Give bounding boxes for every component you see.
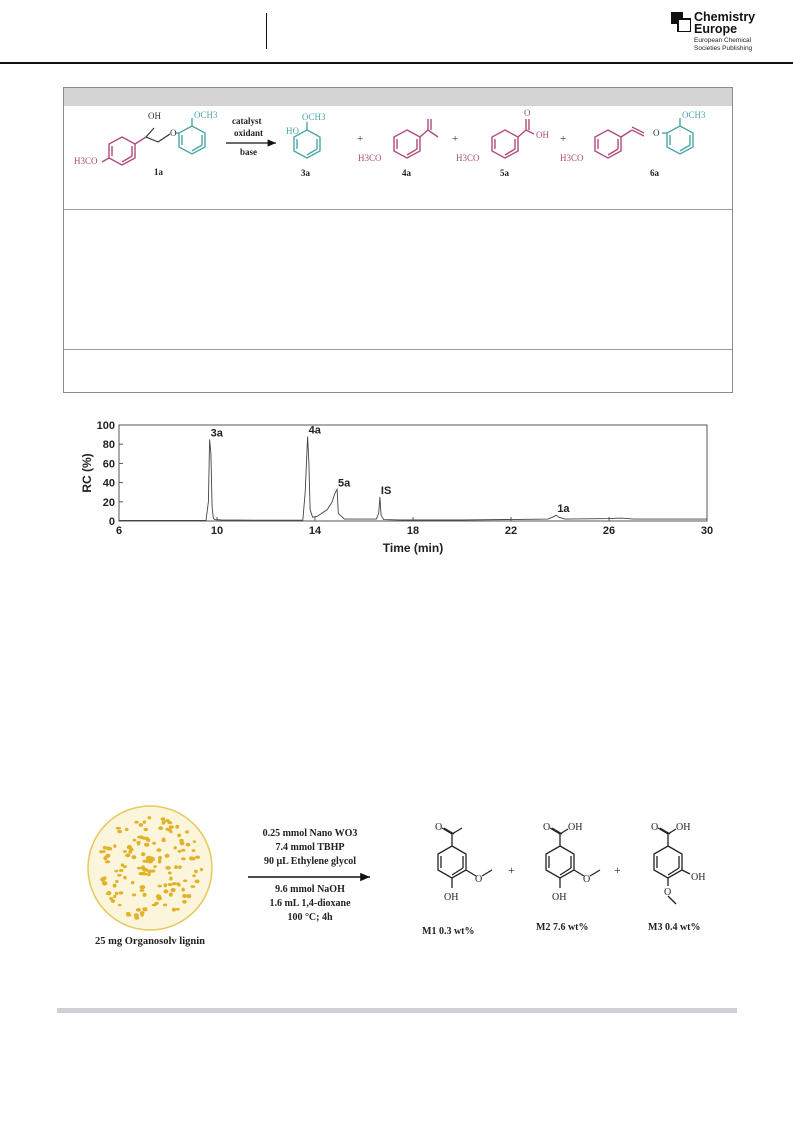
lignin-dot — [154, 902, 159, 905]
lignin-dot — [147, 816, 151, 819]
m3-acid-oh-label: OH — [676, 822, 691, 833]
x-axis-label: Time (min) — [382, 541, 444, 555]
lignin-dot — [119, 891, 124, 894]
product-5a-label: 5a — [500, 168, 509, 178]
lignin-dot — [183, 880, 187, 883]
plus-sign: + — [508, 863, 515, 877]
lignin-dot — [147, 856, 151, 860]
lignin-dot — [168, 871, 172, 874]
peak-label: IS — [380, 485, 392, 497]
lignin-dot — [164, 883, 168, 887]
lignin-dot — [174, 846, 177, 849]
product-6a-label: 6a — [650, 168, 659, 178]
m2-carbonyl-o-label: O — [543, 822, 551, 833]
lignin-dot — [175, 825, 179, 829]
lignin-dot — [182, 900, 186, 904]
product-m3-label: M3 0.4 wt% — [648, 922, 701, 933]
lignin-dot — [167, 821, 172, 824]
lignin-dot — [153, 865, 157, 868]
reactant-och3-label: OCH3 — [194, 110, 218, 120]
lignin-dot — [123, 850, 127, 853]
lignin-dot — [136, 908, 141, 912]
m2-acid-oh-label: OH — [568, 822, 583, 833]
lignin-dot — [169, 892, 173, 896]
lignin-dot — [165, 866, 170, 870]
table-header-band — [64, 88, 732, 106]
lignin-dot — [143, 893, 147, 897]
lignin-dot — [161, 817, 166, 820]
lignin-dot — [116, 827, 122, 830]
reactant-ether-o-label: O — [170, 128, 177, 138]
lignin-dot — [113, 844, 116, 848]
lignin-scheme — [80, 800, 730, 960]
lignin-dot — [172, 882, 176, 885]
product-3a-och3-label: OCH3 — [302, 112, 326, 122]
peak-label: 5a — [338, 477, 351, 490]
product-5a-o-label: O — [524, 108, 531, 118]
lignin-dot — [127, 845, 132, 849]
lignin-dot — [140, 889, 145, 892]
lignin-dot — [126, 914, 131, 917]
lignin-dot — [137, 867, 142, 870]
lignin-dot — [158, 859, 161, 863]
condition-line: 1.6 mL 1,4-dioxane — [269, 898, 351, 909]
lignin-dot — [107, 891, 112, 895]
lignin-dot — [146, 838, 150, 842]
product-5a-structure — [492, 119, 534, 158]
m1-oh-label: OH — [444, 892, 459, 903]
logo-subtitle: European Chemical Societies Publishing — [694, 37, 753, 52]
lignin-dot — [200, 868, 203, 871]
lignin-dot — [142, 872, 145, 876]
lignin-dot — [178, 865, 182, 869]
lignin-dot — [113, 895, 116, 898]
lignin-dot — [189, 856, 193, 860]
product-6a-h3co-label: H3CO — [560, 153, 584, 163]
lignin-dot — [139, 835, 144, 839]
lignin-dot — [181, 849, 185, 852]
product-6a-aryl-structure — [595, 127, 644, 158]
lignin-dot — [105, 860, 110, 863]
lignin-dot — [182, 894, 187, 898]
table-rule — [64, 349, 732, 350]
chemistry-europe-logo-icon — [671, 12, 691, 32]
y-tick-label: 100 — [96, 420, 115, 432]
lignin-dot — [156, 848, 161, 852]
lignin-dot — [165, 828, 170, 831]
lignin-dot — [145, 860, 149, 863]
lignin-dot — [140, 914, 144, 917]
condition-line: 7.4 mmol TBHP — [275, 842, 345, 853]
m1-ketone-o-label: O — [435, 822, 443, 833]
lignin-dot — [156, 894, 161, 898]
lignin-dot — [132, 855, 137, 859]
product-6a-guaiacyl-structure — [662, 118, 693, 154]
substrate-label: 25 mg Organosolv lignin — [95, 936, 205, 947]
lignin-dot — [125, 828, 129, 831]
m2-oh-label: OH — [552, 892, 567, 903]
lignin-dot — [177, 834, 181, 838]
lignin-dot — [187, 894, 192, 898]
footer-bar — [57, 1008, 737, 1013]
lignin-dot — [143, 868, 148, 872]
plot-frame — [119, 425, 707, 521]
lignin-dot — [152, 842, 156, 845]
x-tick-label: 22 — [504, 525, 518, 537]
lignin-dot — [195, 856, 200, 859]
lignin-dot — [162, 839, 166, 842]
m2-ether-o-label: O — [583, 874, 591, 885]
product-4a-label: 4a — [402, 168, 411, 178]
product-m2-label: M2 7.6 wt% — [536, 922, 589, 933]
header-divider — [266, 13, 267, 49]
m3-oh-label: OH — [691, 872, 706, 883]
y-tick-label: 80 — [102, 439, 115, 452]
lignin-dot — [117, 874, 122, 877]
y-tick-label: 40 — [102, 477, 115, 490]
lignin-dot — [102, 850, 105, 853]
reactant-1a-structure — [102, 137, 146, 165]
lignin-dot — [169, 825, 174, 829]
peak-label: 1a — [557, 503, 570, 516]
lignin-dot — [168, 883, 173, 886]
lignin-dot — [192, 874, 195, 877]
lignin-dot — [139, 823, 144, 827]
x-tick-label: 26 — [602, 525, 616, 537]
lignin-dot — [141, 852, 145, 856]
peak-label: 4a — [308, 424, 321, 437]
lignin-dot — [178, 850, 182, 853]
lignin-dot — [114, 870, 118, 873]
lignin-dot — [125, 853, 130, 857]
product-4a-structure — [394, 119, 438, 158]
condition-oxidant: oxidant — [234, 128, 264, 138]
lignin-dot — [144, 828, 148, 831]
lignin-dot — [185, 830, 189, 833]
lignin-dot — [169, 877, 172, 881]
lignin-dot — [172, 908, 176, 912]
condition-line: 90 μL Ethylene glycol — [263, 856, 357, 867]
lignin-dot — [158, 885, 162, 888]
condition-line: 100 °C; 4h — [287, 912, 333, 923]
product-5a-h3co-label: H3CO — [456, 153, 480, 163]
lignin-dot — [123, 865, 127, 868]
lignin-dot — [133, 839, 137, 842]
lignin-dot — [163, 889, 168, 893]
lignin-dot — [162, 822, 165, 825]
lignin-dot — [103, 846, 107, 850]
product-3a-label: 3a — [301, 168, 310, 178]
lignin-dot — [134, 913, 139, 917]
lignin-dot — [113, 884, 117, 888]
product-6a-ether-o-label: O — [653, 128, 660, 138]
x-tick-label: 18 — [406, 525, 420, 537]
lignin-dot — [132, 893, 136, 896]
m1-ether-o-label: O — [475, 874, 483, 885]
plus-sign: + — [614, 863, 621, 877]
lignin-dot — [140, 885, 146, 889]
lignin-dot — [119, 869, 124, 872]
lignin-dot — [103, 856, 107, 860]
x-tick-label: 10 — [210, 525, 224, 537]
reaction-scheme — [64, 106, 732, 206]
product-m3-structure — [654, 828, 690, 904]
lignin-dot — [100, 877, 105, 881]
lignin-dot — [144, 907, 147, 910]
condition-line: 0.25 mmol Nano WO3 — [262, 828, 358, 839]
reactant-h3co-label: H3CO — [74, 156, 98, 166]
table-rule — [64, 209, 732, 210]
m3-carbonyl-o-label: O — [651, 822, 659, 833]
x-tick-label: 14 — [308, 525, 322, 537]
condition-line: 9.6 mmol NaOH — [275, 884, 345, 895]
lignin-dot — [165, 854, 170, 858]
plus-sign: + — [452, 133, 459, 145]
product-5a-oh-label: OH — [536, 130, 549, 140]
plus-sign: + — [560, 133, 567, 145]
chromatogram-chart — [78, 418, 718, 560]
reactant-label: 1a — [154, 167, 163, 177]
peak-label: 3a — [210, 427, 223, 440]
lignin-dot — [186, 843, 191, 847]
plus-sign: + — [357, 133, 364, 145]
lignin-particle-circle — [88, 806, 212, 930]
y-tick-label: 0 — [108, 516, 115, 528]
m3-ether-o-label: O — [664, 887, 672, 898]
lignin-dot — [195, 880, 200, 884]
lignin-dot — [191, 885, 196, 888]
y-axis-label: RC (%) — [80, 453, 94, 493]
lignin-dot — [102, 881, 108, 885]
product-m2-structure — [546, 828, 600, 888]
lignin-dot — [117, 830, 122, 833]
lignin-dot — [192, 849, 196, 852]
logo-title: Chemistry Europe — [694, 10, 756, 36]
lignin-dot — [175, 908, 180, 911]
lignin-dot — [136, 841, 141, 844]
lignin-dot — [115, 892, 118, 895]
product-6a-och3-label: OCH3 — [682, 110, 706, 120]
chromatogram-trace — [119, 437, 707, 521]
x-tick-label: 30 — [700, 525, 714, 537]
product-m1-label: M1 0.3 wt% — [422, 926, 475, 937]
lignin-dot — [131, 881, 134, 884]
condition-catalyst: catalyst — [232, 116, 262, 126]
lignin-dot — [163, 904, 167, 907]
lignin-dot — [180, 841, 185, 845]
lignin-dot — [111, 899, 116, 903]
product-3a-ho-label: HO — [286, 126, 299, 136]
product-m1-structure — [438, 828, 492, 888]
lignin-dot — [144, 843, 149, 847]
lignin-dot — [194, 870, 198, 873]
lignin-dot — [143, 820, 146, 823]
header-rule — [0, 62, 793, 64]
reactant-1a-aryl-structure — [176, 118, 205, 154]
lignin-dot — [106, 846, 110, 850]
lignin-dot — [134, 821, 138, 824]
lignin-dot — [193, 840, 196, 843]
y-tick-label: 60 — [102, 458, 115, 471]
lignin-dot — [169, 830, 172, 833]
lignin-dot — [182, 888, 185, 892]
lignin-dot — [118, 904, 122, 907]
lignin-dot — [115, 880, 118, 883]
product-4a-h3co-label: H3CO — [358, 153, 382, 163]
y-tick-label: 20 — [102, 496, 115, 509]
x-tick-label: 6 — [115, 525, 123, 537]
condition-base: base — [240, 147, 258, 157]
lignin-dot — [123, 876, 127, 880]
lignin-dot — [158, 826, 163, 830]
lignin-dot — [181, 857, 186, 860]
reactant-oh-label: OH — [148, 111, 161, 121]
lignin-dot — [170, 888, 175, 891]
lignin-dot — [174, 865, 178, 869]
